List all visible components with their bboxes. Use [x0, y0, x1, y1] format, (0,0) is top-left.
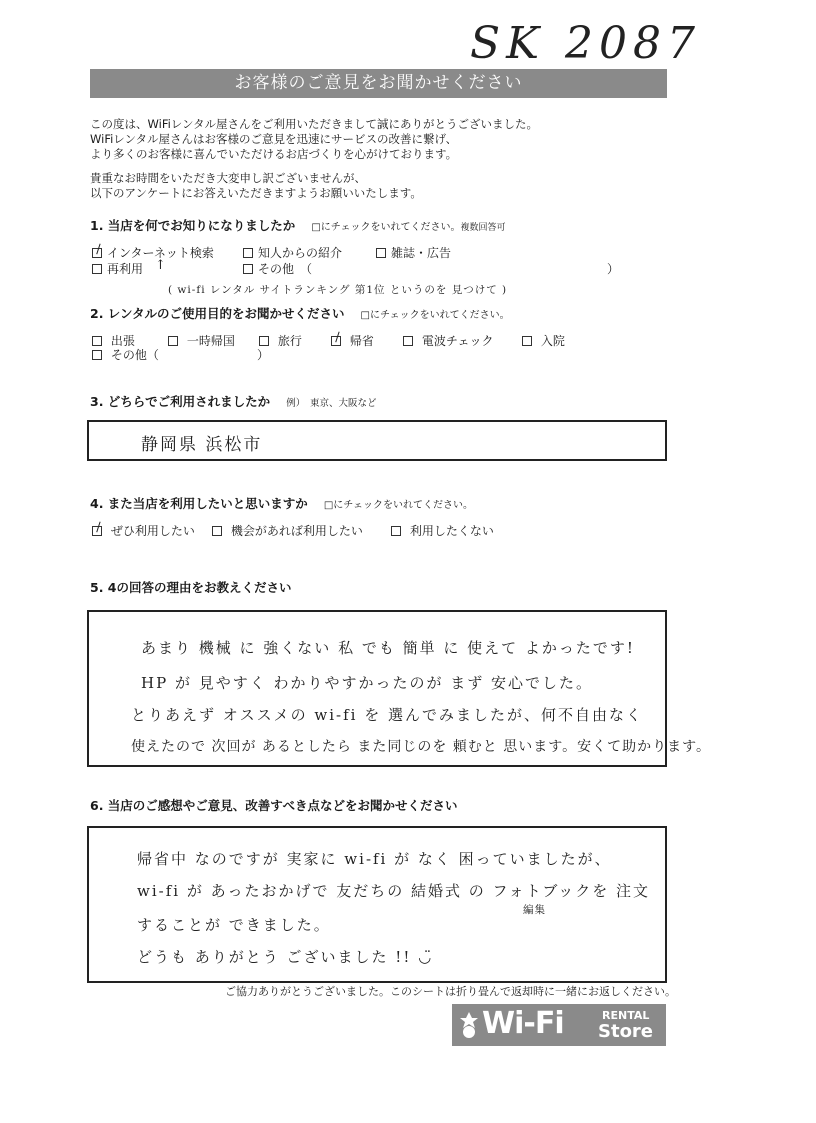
q4-option-definitely[interactable]: [92, 522, 195, 539]
q2-label: 2. レンタルのご使用目的をお聞かせください: [90, 306, 345, 321]
q4-note: □にチェックをいれてください。: [323, 500, 473, 511]
logo-rental-text: RENTAL: [602, 1009, 650, 1022]
q1-option-other[interactable]: [243, 260, 312, 277]
q2-option-label: 一時帰国: [186, 334, 235, 348]
logo-wifi-text: Wi-Fi: [482, 1006, 564, 1041]
q1-label: 1. 当店を何でお知りになりましたか: [90, 218, 296, 233]
checkbox[interactable]: [259, 336, 269, 346]
q5-heading: 5. 4の回答の理由をお教えください: [90, 580, 292, 595]
q2-option-label: 入院: [540, 334, 565, 348]
q2-option-label: 帰省: [349, 334, 374, 348]
q6-answer-line-3: することが できました。: [137, 916, 331, 934]
checkbox[interactable]: [243, 264, 253, 274]
q2-option-signal-check[interactable]: [403, 332, 493, 349]
mascot-icon: [458, 1010, 480, 1040]
q1-option-label: インターネット検索: [107, 246, 214, 260]
intro-line-5: 以下のアンケートにお答えいただきますようお願いいたします。: [90, 186, 422, 200]
checkbox-checked[interactable]: [92, 248, 102, 258]
q4-option-label: ぜひ利用したい: [110, 524, 195, 538]
q2-option-other[interactable]: [92, 346, 159, 363]
intro-line-1: この度は、WiFiレンタル屋さんをご利用いただきまして誠にありがとうございました。: [90, 117, 539, 131]
q6-answer-line-1: 帰省中 なのですが 実家に wi-fi が なく 困っていましたが、: [137, 850, 612, 868]
q1-option-label: 再利用: [107, 262, 144, 276]
q1-option-reuse[interactable]: [92, 260, 143, 277]
q3-heading: [90, 392, 376, 410]
survey-title: お客様のご意見をお聞かせください: [90, 69, 667, 98]
checkbox[interactable]: [522, 336, 532, 346]
q6-answer-line-4: どうも ありがとう ございました !! ◡̈: [137, 948, 434, 966]
q1-heading: [90, 216, 505, 234]
q3-answer-box[interactable]: [87, 420, 667, 461]
q1-other-close: ）: [607, 262, 620, 276]
q6-answer-line-2: wi-fi が あったおかげで 友だちの 結婚式 の フォトブックを 注文: [137, 882, 651, 900]
q1-note: □にチェックをいれてください。: [311, 222, 461, 233]
q1-option-label: 雑誌・広告: [391, 246, 452, 260]
checkbox[interactable]: [168, 336, 178, 346]
q5-answer-line-2: HP が 見やすく わかりやすかったのが まず 安心でした。: [141, 674, 594, 692]
checkbox[interactable]: [92, 264, 102, 274]
q5-answer-line-4: 使えたので 次回が あるとしたら また同じのを 頼むと 思います。安くて助かります。: [131, 739, 712, 755]
q6-answer-box[interactable]: [87, 826, 667, 983]
q4-option-label: 利用したくない: [409, 524, 494, 538]
q2-other-close: ）: [257, 348, 270, 362]
checkbox[interactable]: [212, 526, 222, 536]
q2-note: □にチェックをいれてください。: [360, 310, 510, 321]
q3-example: 例） 東京、大阪など: [286, 398, 377, 409]
q4-label: 4. また当店を利用したいと思いますか: [90, 496, 308, 511]
q2-option-label: 旅行: [277, 334, 302, 348]
checkbox[interactable]: [376, 248, 386, 258]
q4-option-label: 機会があれば利用したい: [230, 524, 363, 538]
q3-handwritten-answer: 静岡県 浜松市: [141, 435, 263, 455]
q2-option-label: その他（: [110, 348, 159, 362]
checkbox[interactable]: [403, 336, 413, 346]
q5-answer-line-1: あまり 機械 に 強くない 私 でも 簡単 に 使えて よかったです!: [141, 639, 635, 657]
q1-option-magazine[interactable]: [376, 244, 451, 261]
q2-option-label: 電波チェック: [421, 334, 494, 348]
q2-option-hospital[interactable]: [522, 332, 565, 349]
checkbox-checked[interactable]: [92, 526, 102, 536]
q4-option-maybe[interactable]: [212, 522, 363, 539]
q2-option-temp-return[interactable]: [168, 332, 235, 349]
footer-note: ご協力ありがとうございました。このシートは折り畳んで返却時に一緒にお返しください。: [225, 985, 676, 998]
q6-heading: 6. 当店のご感想やご意見、改善すべき点などをお聞かせください: [90, 798, 458, 813]
intro-line-4: 貴重なお時間をいただき大変申し訳ございませんが、: [90, 171, 366, 185]
q1-option-label: 知人からの紹介: [258, 246, 343, 260]
q1-option-internet[interactable]: [92, 244, 214, 261]
checkbox[interactable]: [92, 336, 102, 346]
q6-correction: 編集: [523, 904, 546, 916]
q1-note-multi: 複数回答可: [460, 223, 506, 233]
q3-label: 3. どちらでご利用されましたか: [90, 394, 271, 409]
checkbox-checked[interactable]: [331, 336, 341, 346]
q2-option-homecoming[interactable]: [331, 332, 374, 349]
checkbox[interactable]: [92, 350, 102, 360]
handwritten-document-id: SK 2087: [470, 18, 701, 69]
q4-option-no[interactable]: [391, 522, 494, 539]
q1-option-label: その他 （: [258, 262, 313, 276]
intro-line-2: WiFiレンタル屋さんはお客様のご意見を迅速にサービスの改善に繋げ、: [90, 132, 458, 146]
checkbox[interactable]: [391, 526, 401, 536]
q1-handwritten-answer: ( wi-fi レンタル サイトランキング 第1位 というのを 見つけて ): [168, 284, 508, 296]
q2-option-label: 出張: [110, 334, 135, 348]
q1-option-referral[interactable]: [243, 244, 342, 261]
q5-answer-line-3: とりあえず オススメの wi-fi を 選んでみましたが、何不自由なく: [131, 706, 643, 724]
q4-heading: [90, 494, 473, 512]
wifi-rental-store-logo: [452, 1004, 666, 1046]
checkbox[interactable]: [243, 248, 253, 258]
q2-heading: [90, 304, 510, 322]
intro-line-3: より多くのお客様に喜んでいただけるお店づくりを心がけております。: [90, 147, 458, 161]
q5-answer-box[interactable]: [87, 610, 712, 767]
logo-store-text: Store: [598, 1021, 654, 1042]
handwritten-caret: ↑: [155, 258, 166, 273]
